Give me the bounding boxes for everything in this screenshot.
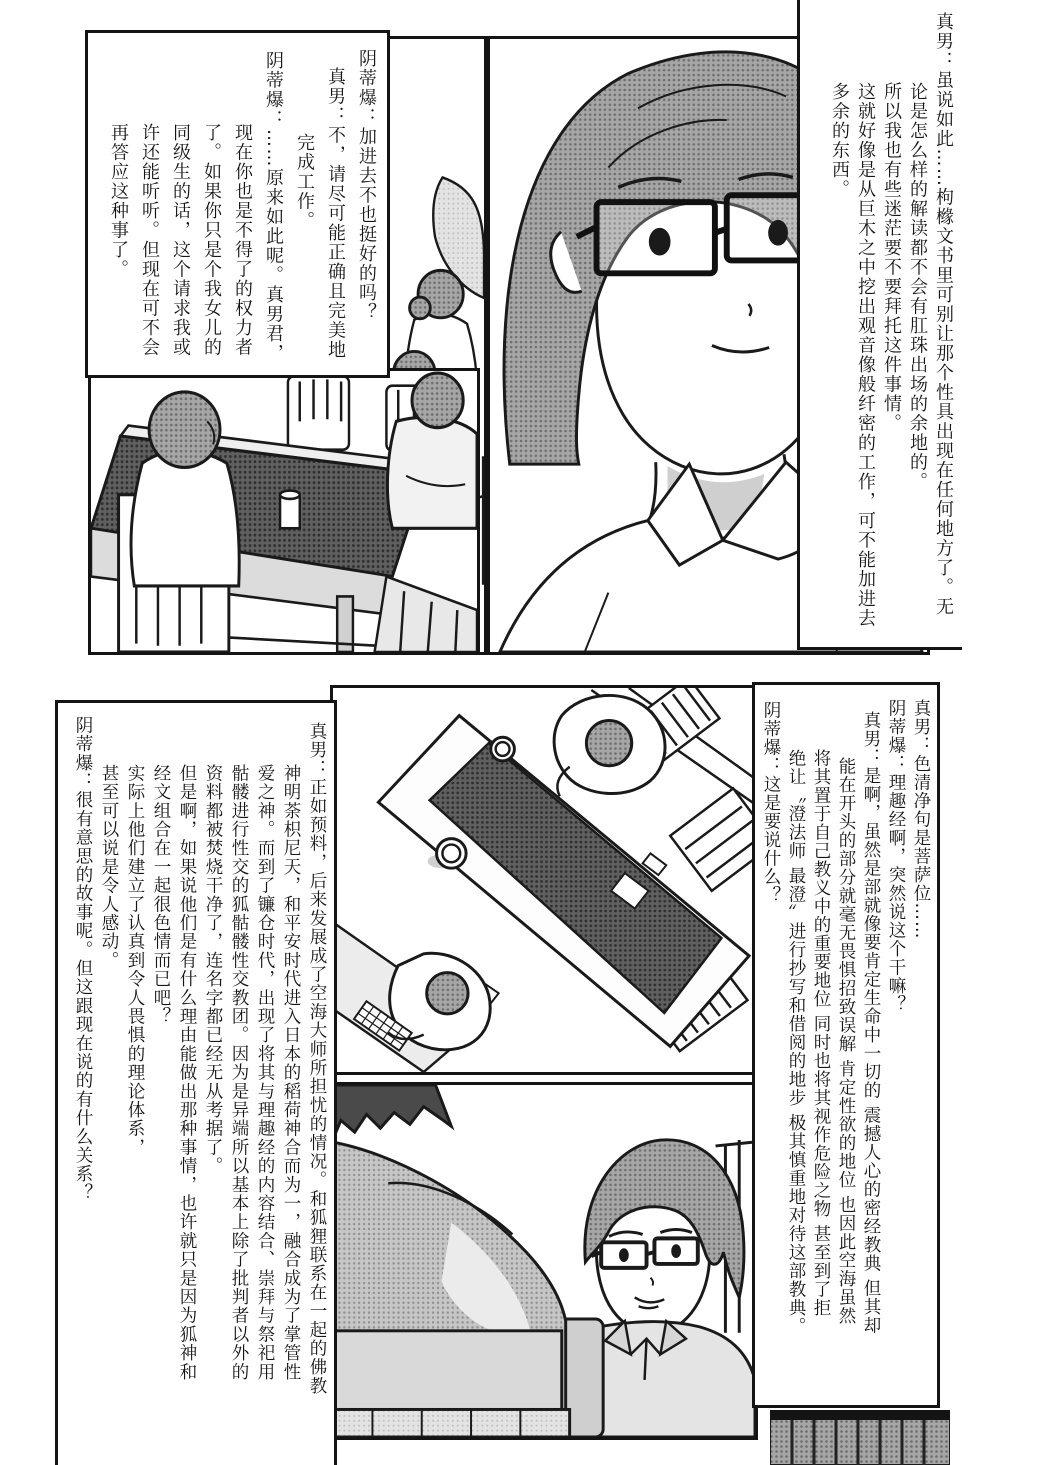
dialog-column: 经文组合在一起很色情而已吧？ xyxy=(151,764,171,1026)
dialog-column: 但是啊，如果说他们是有什么理由能做出那种事情，也许就只是因为狐神和 xyxy=(177,764,197,1382)
dialog-column: 现在你也是不得了的权力者 xyxy=(232,123,253,357)
dialog-column: 了。如果你只是个我女儿的 xyxy=(201,123,222,357)
overhead-scene xyxy=(333,688,755,1072)
dialog-column: 同级生的话，这个请求我或 xyxy=(170,123,191,357)
panel-table-scene xyxy=(88,368,480,655)
dialog-column: 这就好像是从巨木之中挖出观音像般纤密的工作，可不能加进去 xyxy=(855,82,876,628)
dialog-column: 实际上他们建立了认真到令人畏惧的理论体系， xyxy=(125,764,145,1157)
dialog-column: 论是怎么样的解读都不会有肛珠出场的余地的。 xyxy=(907,82,928,492)
dialog-top-right xyxy=(797,0,962,650)
dialog-column: 真男：正如预料，后来发展成了空海大师所担忧的情况。和狐狸联系在一起的佛教 xyxy=(307,722,327,1396)
dialog-column: 多余的东西。 xyxy=(829,82,850,199)
left-eye xyxy=(649,228,671,256)
person-top xyxy=(554,695,665,796)
dialog-column: 完成工作。 xyxy=(294,133,315,231)
dialog-top-left xyxy=(85,30,390,378)
dialog-column: 真男：是啊，虽然是部就像要肯定生命中一切的 震撼人心的密经教典 但其却 xyxy=(861,711,881,1335)
dialog-column: 阴蒂爆：这是要说什么？ xyxy=(761,701,781,905)
dialog-column: 阴蒂爆：……原来如此呢。真男君， xyxy=(263,51,284,363)
dialog-column: 真男：不，请尽可能正确且完美地 xyxy=(325,67,346,360)
dialog-mid-right xyxy=(752,682,940,1408)
side-desk xyxy=(670,788,755,890)
dialog-column: 甚至可以说是令人感动。 xyxy=(99,764,119,970)
dialog-column: 绝让〝澄法师 最澄〟进行抄写和借阅的地步 极其慎重地对待这部教典。 xyxy=(786,749,806,1336)
couch-scene xyxy=(333,1085,755,1437)
couch-base xyxy=(333,1409,570,1437)
panel-overhead-room xyxy=(330,685,758,1075)
dialog-column: 神明荼枳尼天，和平安时代进入日本的稻荷神合而为一，融合成为了掌管性 xyxy=(281,764,301,1382)
dialog-column: 阴蒂爆：理趣经啊，突然说这个干嘛？ xyxy=(886,699,906,1014)
dialog-column: 阴蒂爆：加进去不也挺好的吗？ xyxy=(356,49,377,322)
shelf-art xyxy=(770,1410,950,1465)
overhead-room-artwork xyxy=(333,688,755,1072)
spiky-hair xyxy=(333,1085,451,1139)
shelf-artwork xyxy=(770,1410,950,1465)
glasses xyxy=(577,195,826,273)
cup xyxy=(280,491,300,529)
dialog-column: 骷髅进行性交的狐骷髅性交教团。因为是异端所以基本上除了批判者以外的 xyxy=(229,764,249,1382)
dialog-column: 许还能听听。但现在可不会 xyxy=(139,123,160,357)
couch-scene-artwork xyxy=(333,1085,755,1437)
panel-couch-scene xyxy=(330,1082,758,1440)
dialog-column: 将其置于自己教义中的重要地位 同时也将其视作危险之物 甚至到了拒 xyxy=(811,749,831,1318)
dialog-column: 爱之神。而到了镰仓时代，出现了将其与理趣经的内容结合、崇拜与祭祀用 xyxy=(255,764,275,1382)
dialog-column: 真男：虽说如此……枸橼文书里可别让那个性具出现在任何地方了。无 xyxy=(933,12,954,617)
dialog-column: 所以我也有些迷茫要不要拜托这件事情。 xyxy=(881,82,902,433)
dialog-column: 真男：色清净句是菩萨位…… xyxy=(911,699,931,940)
dialog-column: 再答应这种事了。 xyxy=(108,123,129,279)
dialog-column: 能在开头的部分就毫无畏惧招致误解 肯定性欲的地位 也因此空海虽然 xyxy=(836,757,856,1326)
dialog-column: 资料都被焚烧干净了，连名字都已经无从考据了。 xyxy=(203,764,223,1176)
dialog-bottom-left xyxy=(55,700,337,1465)
table-scene xyxy=(91,373,477,652)
glasses xyxy=(591,1238,697,1267)
right-eye xyxy=(768,220,788,246)
dialog-column: 阴蒂爆：很有意思的故事呢。但这跟现在说的有什么关系？ xyxy=(73,716,93,1203)
person-desk xyxy=(333,922,490,1072)
couch-back xyxy=(333,1331,562,1410)
table-scene-artwork xyxy=(91,371,477,652)
bench-corner xyxy=(375,577,477,652)
